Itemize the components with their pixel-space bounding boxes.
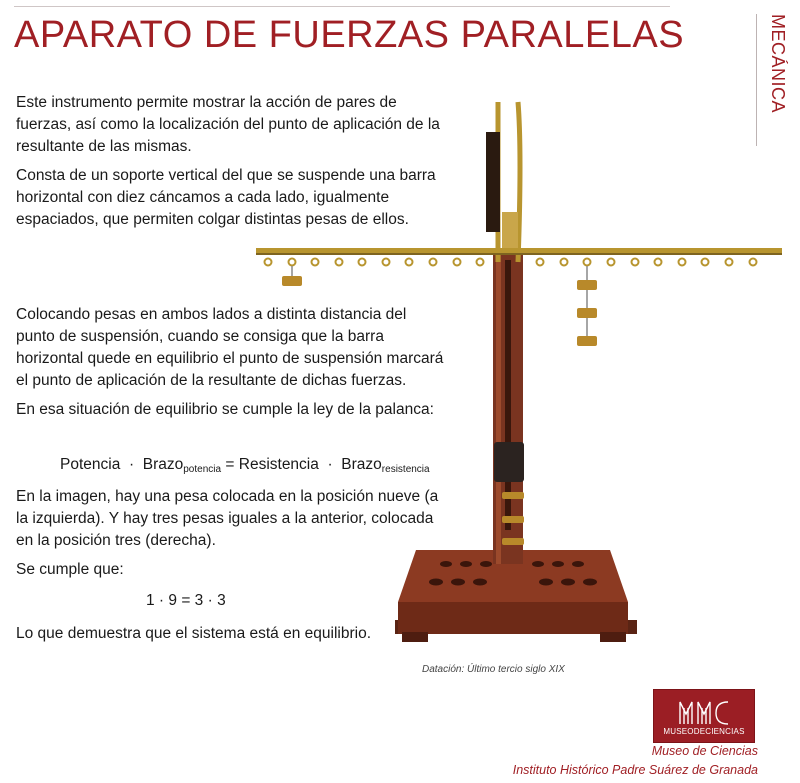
pivot-block	[502, 212, 518, 248]
formula-dot: ·	[128, 456, 135, 473]
page-title: APARATO DE FUERZAS PARALELAS	[14, 14, 685, 56]
lever-bar	[256, 248, 782, 253]
museum-name: Museo de Ciencias	[651, 744, 758, 758]
balance-equation: 1 · 9 = 3 · 3	[146, 592, 226, 609]
right-weight-3	[577, 336, 597, 346]
counterweight	[494, 442, 524, 482]
explanation-paragraph-2: En esa situación de equilibrio se cumple la ley de la palanca:	[16, 401, 434, 418]
intro-paragraph-2: Consta de un soporte vertical del que se suspende una barra horizontal con diez cáncamos a cada lado, igualmente espaciados, que permiten colgar distintas pesas de ellos.	[16, 167, 436, 228]
apparatus-photo	[250, 92, 790, 657]
institute-name: Instituto Histórico Padre Suárez de Granada	[512, 763, 758, 777]
formula-arm-right: Brazo	[341, 456, 382, 473]
dating-caption: Datación: Último tercio siglo XIX	[422, 664, 565, 675]
category-label: MECÁNICA	[768, 14, 788, 114]
base-front	[398, 602, 628, 634]
formula-sub-potencia: potencia	[183, 464, 222, 475]
formula-resistencia: Resistencia	[238, 456, 319, 473]
left-weight	[282, 276, 302, 286]
conclusion-paragraph: Lo que demuestra que el sistema está en equilibrio.	[16, 625, 371, 642]
formula-dot-2: ·	[327, 456, 333, 473]
museum-logo-text: MUSEODECIENCIAS	[663, 727, 745, 736]
arc-back	[486, 132, 500, 232]
right-weight-2	[577, 308, 597, 318]
example-paragraph: En la imagen, hay una pesa colocada en la posición nueve (a la izquierda). Y hay tres pesas iguales a la anterior, colocada en la posición tres (derecha).	[16, 488, 439, 549]
intro-paragraph-1: Este instrumento permite mostrar la acción de pares de fuerzas, así como la localización del punto de aplicación de la resultante de las mismas.	[16, 94, 440, 155]
example-lead: Se cumple que:	[16, 561, 124, 578]
museum-logo-mark	[676, 696, 732, 726]
base-foot-right	[600, 632, 626, 642]
lever-bar-shadow	[256, 253, 782, 255]
base-foot-left	[402, 632, 428, 642]
formula-equals: =	[225, 456, 235, 473]
formula-potencia: Potencia	[60, 456, 121, 473]
right-weight-1	[577, 280, 597, 290]
post-slot	[505, 260, 511, 530]
post-highlight	[496, 252, 501, 564]
formula-sub-resistencia: resistencia	[381, 464, 430, 475]
museum-logo	[654, 690, 754, 742]
formula-arm-left: Brazo	[142, 456, 184, 473]
top-rule	[14, 6, 670, 7]
explanation-paragraph-1: Colocando pesas en ambos lados a distinta distancia del punto de suspensión, cuando se consiga que la barra horizontal quede en equilibrio el punto de suspensión marcará el punto de aplicación de la resultante de dichas fuerzas.	[16, 306, 444, 389]
